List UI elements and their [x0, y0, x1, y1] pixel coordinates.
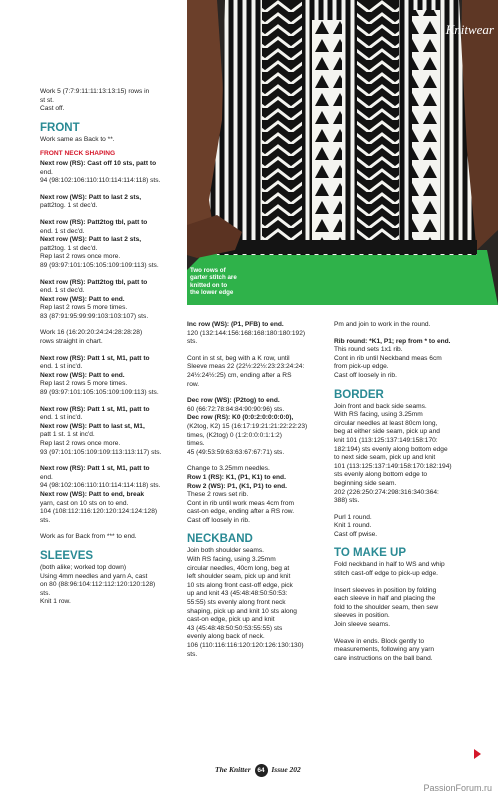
paragraph: Next row (WS): Patt to last 2 sts, patt2tog. 1 st dec'd. — [40, 193, 142, 210]
paragraph: Next row (RS): Cast off 10 sts, patt to end. 94 (98:102:106:110:110:114:114:118) sts. — [40, 159, 161, 185]
heading-border: BORDER — [334, 388, 384, 401]
paragraph: Inc row (WS): (P1, PFB) to end. 120 (132:144:156:168:168:180:180:192) sts. — [187, 321, 306, 346]
paragraph: Work 5 (7:7:9:11:11:13:13:15) rows in st st. Cast off. — [40, 88, 150, 113]
page-footer — [215, 764, 301, 777]
paragraph: Join front and back side seams. With RS facing, using 3.25mm circular needles at least 80cm long, beg at either side seam, pick up and knit 101 (113:125:137:149:158:170: 182:194) sts evenly along bottom edge to next side seam, pick up and knit 101 (113:125:137:149:158:170:182:194) sts evenly along bottom edge to beginning side seam. 202 (226:250:274:298:316:340:364: 388) sts. — [334, 402, 452, 505]
paragraph: Work same as Back to **. — [40, 135, 115, 143]
paragraph: Join both shoulder seams. With RS facing, using 3.25mm circular needles, 40cm long, beg at left shoulder seam, pick up and knit 10 sts along front cast-off edge, pick up and knit 43 (45:48:48:50:50:53: 55:55) sts evenly along front neck shaping, pick up and knit 10 sts along cast-on edge, pick up and knit 43 (45:48:48:50:50:53:55:55) sts evenly along back of neck. 106 (110:116:116:120:120:126:130:130) sts. — [187, 547, 304, 658]
paragraph: Dec row (WS): (P2tog) to end. 60 (66:72:78:84:84:90:90:96) sts. Dec row (RS): K0 (0:0:2:0:0:0:0:0), (K2tog, K2) 15 (16:17:19:21:21:22:22:23) times, (K2tog) 0 (1:2:0:0:0:1:1:2) times. 45 (49:53:59:63:63:67:67:71) sts. — [187, 397, 308, 456]
paragraph: Purl 1 round. Knit 1 round. Cast off pwise. — [334, 513, 378, 538]
watermark: PassionForum.ru — [423, 783, 492, 793]
heading-neckband: NECKBAND — [187, 533, 253, 546]
paragraph: Next row (RS): Patt 1 st, M1, patt to end. 1 st inc'd. Next row (WS): Patt to end. Rep last 2 rows 5 more times. 89 (93:97:101:105:105:109:109:113) sts. — [40, 354, 159, 397]
issue-number: Issue 202 — [271, 765, 301, 774]
section-tab-text: Knitwear — [445, 22, 494, 37]
magazine-name: The Knitter — [215, 765, 251, 774]
paragraph: Work 16 (16:20:20:24:24:28:28:28) rows straight in chart. — [40, 329, 143, 346]
paragraph: Cont in st st, beg with a K row, until Sleeve meas 22 (22½:22½:23:23:24:24: 24½:24½:25) cm, ending after a RS row. — [187, 354, 305, 388]
column-3 — [334, 321, 476, 671]
paragraph: Change to 3.25mm needles. Row 1 (RS): K1, (P1, K1) to end. Row 2 (WS): P1, (K1, P1) to end. These 2 rows set rib. Cont in rib until work meas 4cm from cast-on edge, ending after a RS row. Cast off loosely in rib. — [187, 465, 295, 524]
paragraph: Work as for Back from *** to end. — [40, 533, 137, 541]
paragraph: Insert sleeves in position by folding each sleeve in half and placing the fold to the shoulder seam, then sew sleeves in position. Join sleeve seams. — [334, 586, 439, 629]
heading-front: FRONT — [40, 121, 80, 134]
heading-sleeves: SLEEVES — [40, 549, 94, 562]
sweater-illustration — [187, 0, 498, 305]
paragraph: Next row (RS): Patt 1 st, M1, patt to end. 94 (98:102:106:110:110:114:114:118) sts. Next row (WS): Patt to end, break yarn, cast on 10 sts on to end. 104 (108:112:116:120:120:124:124:128) sts. — [40, 465, 161, 524]
paragraph: Weave in ends. Block gently to measurements, following any yarn care instructions on the ball band. — [334, 637, 435, 662]
subheading-front-neck: FRONT NECK SHAPING — [40, 150, 116, 158]
paragraph: Next row (RS): Patt2tog tbl, patt to end. 1 st dec'd. Next row (WS): Patt to last 2 sts, patt2tog. 1 st dec'd. Rep last 2 rows once more. 89 (93:97:101:105:105:109:109:113) sts. — [40, 218, 159, 269]
continue-arrow-icon — [474, 749, 481, 759]
photo-caption: Two rows of garter stitch are knitted on to the lower edge — [190, 267, 237, 297]
column-2 — [187, 321, 327, 667]
garment-photo — [187, 0, 498, 305]
paragraph: (both alike; worked top down) Using 4mm needles and yarn A, cast on 80 (88:96:104:112:112:120:120:128) sts. Knit 1 row. — [40, 563, 156, 606]
column-1 — [40, 88, 180, 615]
paragraph: Next row (RS): Patt2tog tbl, patt to end. 1 st dec'd. Next row (WS): Patt to end. Rep last 2 rows 5 more times. 83 (87:91:95:99:99:103:103:107) sts. — [40, 278, 149, 320]
paragraph: Pm and join to work in the round. — [334, 321, 431, 328]
paragraph: Fold neckband in half to WS and whip stitch cast-off edge to pick-up edge. — [334, 561, 445, 578]
paragraph: Rib round: *K1, P1; rep from * to end. This round sets 1x1 rib. Cont in rib until Neckband meas 6cm from pick-up edge. Cast off loosely in rib. — [334, 337, 451, 379]
paragraph: Next row (RS): Patt 1 st, M1, patt to end. 1 st inc'd. Next row (WS): Patt to last st, M1, patt 1 st. 1 st inc'd. Rep last 2 rows once more. 93 (97:101:105:109:109:113:113:117) sts. — [40, 405, 162, 456]
page-number: 64 — [255, 764, 268, 777]
heading-to-make-up: TO MAKE UP — [334, 547, 406, 560]
